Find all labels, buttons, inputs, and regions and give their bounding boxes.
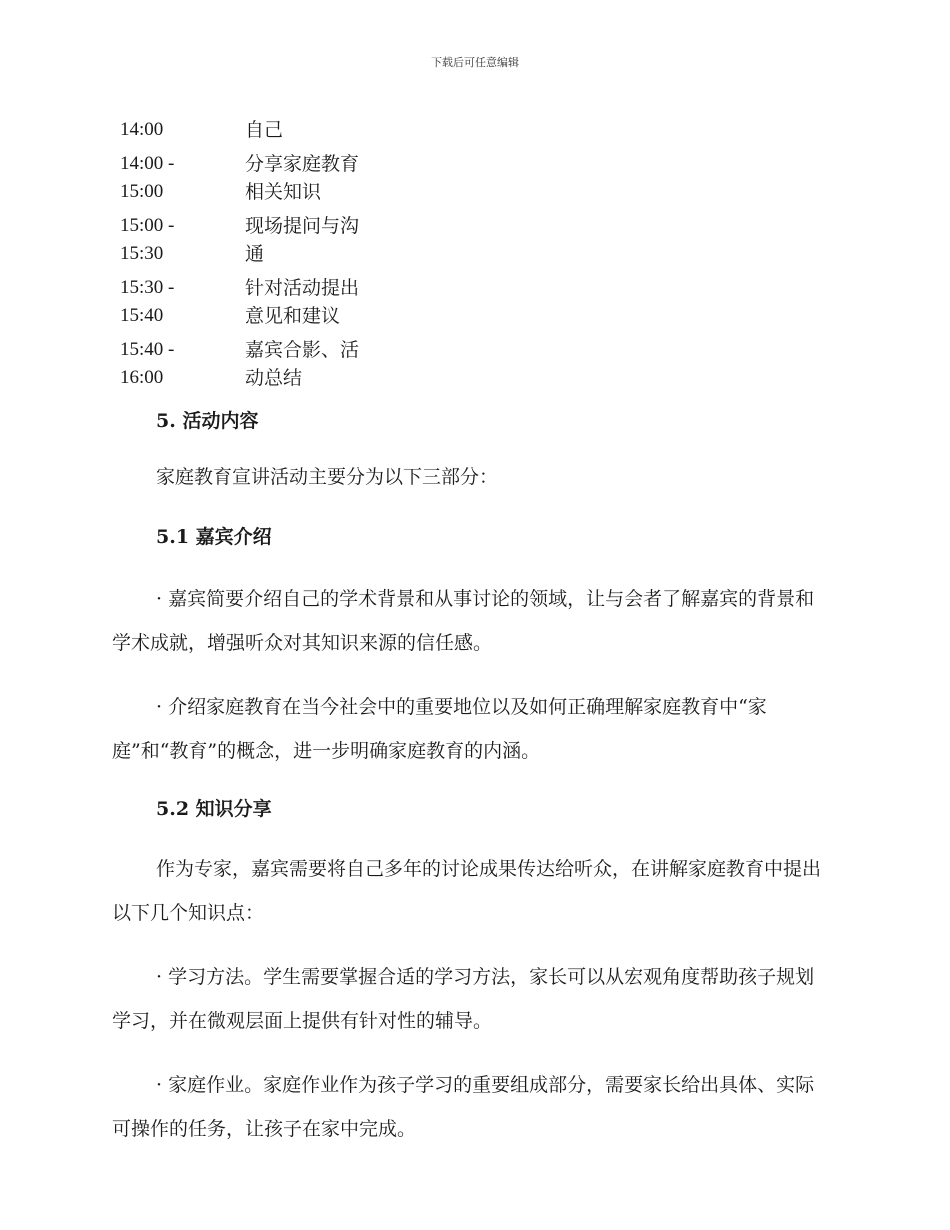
bullet-paragraph: · 学习方法。学生需要掌握合适的学习方法，家长可以从宏观角度帮助孩子规划学习，并在微观层面上提供有针对性的辅导。 (112, 966, 815, 1032)
schedule-row (120, 274, 385, 330)
section-heading: 5.2 知识分享 (156, 798, 272, 820)
time-line: 15:00 (120, 181, 164, 202)
activity-line: 分享家庭教育 (245, 153, 360, 175)
activity-line: 意见和建议 (245, 305, 341, 327)
schedule-activity (245, 212, 385, 268)
time-line: 14:00 - (120, 153, 175, 174)
time-line: 15:40 (120, 305, 164, 326)
activity-line: 自己 (245, 119, 284, 141)
schedule-activity (245, 150, 385, 206)
paragraph: 家庭教育宣讲活动主要分为以下三部分： (156, 466, 499, 488)
schedule-row (120, 212, 385, 268)
section-heading: 5.1 嘉宾介绍 (156, 526, 272, 548)
schedule-time (120, 212, 245, 268)
schedule-time (120, 336, 245, 392)
schedule-row (120, 116, 385, 144)
schedule-time (120, 150, 245, 206)
bullet-paragraph: · 家庭作业。家庭作业作为孩子学习的重要组成部分，需要家长给出具体、实际可操作的任务，让孩子在家中完成。 (112, 1074, 815, 1140)
activity-line: 针对活动提出 (245, 277, 360, 299)
page-header: 下载后可任意编辑 (431, 56, 519, 69)
schedule-activity (245, 336, 385, 392)
time-line: 15:30 - (120, 277, 175, 298)
activity-line: 通 (245, 243, 265, 265)
time-line: 15:30 (120, 243, 164, 264)
time-line: 16:00 (120, 367, 164, 388)
time-line: 15:40 - (120, 339, 175, 360)
schedule-table (120, 116, 385, 398)
bullet-paragraph: · 嘉宾简要介绍自己的学术背景和从事讨论的领域，让与会者了解嘉宾的背景和学术成就，增强听众对其知识来源的信任感。 (112, 588, 815, 654)
section-heading: 5. 活动内容 (156, 410, 259, 432)
schedule-activity (245, 116, 385, 144)
paragraph: 作为专家，嘉宾需要将自己多年的讨论成果传达给听众，在讲解家庭教育中提出以下几个知识点： (112, 858, 822, 924)
time-line: 15:00 - (120, 215, 175, 236)
schedule-activity (245, 274, 385, 330)
schedule-row (120, 150, 385, 206)
activity-line: 嘉宾合影、活 (245, 339, 360, 361)
schedule-row (120, 336, 385, 392)
activity-line: 动总结 (245, 367, 303, 389)
activity-line: 相关知识 (245, 181, 322, 203)
schedule-time (120, 116, 245, 144)
schedule-time (120, 274, 245, 330)
document-body (112, 405, 832, 1151)
activity-line: 现场提问与沟 (245, 215, 360, 237)
bullet-paragraph: · 介绍家庭教育在当今社会中的重要地位以及如何正确理解家庭教育中“家庭”和“教育”的概念，进一步明确家庭教育的内涵。 (112, 696, 767, 762)
time-line: 14:00 (120, 119, 164, 140)
